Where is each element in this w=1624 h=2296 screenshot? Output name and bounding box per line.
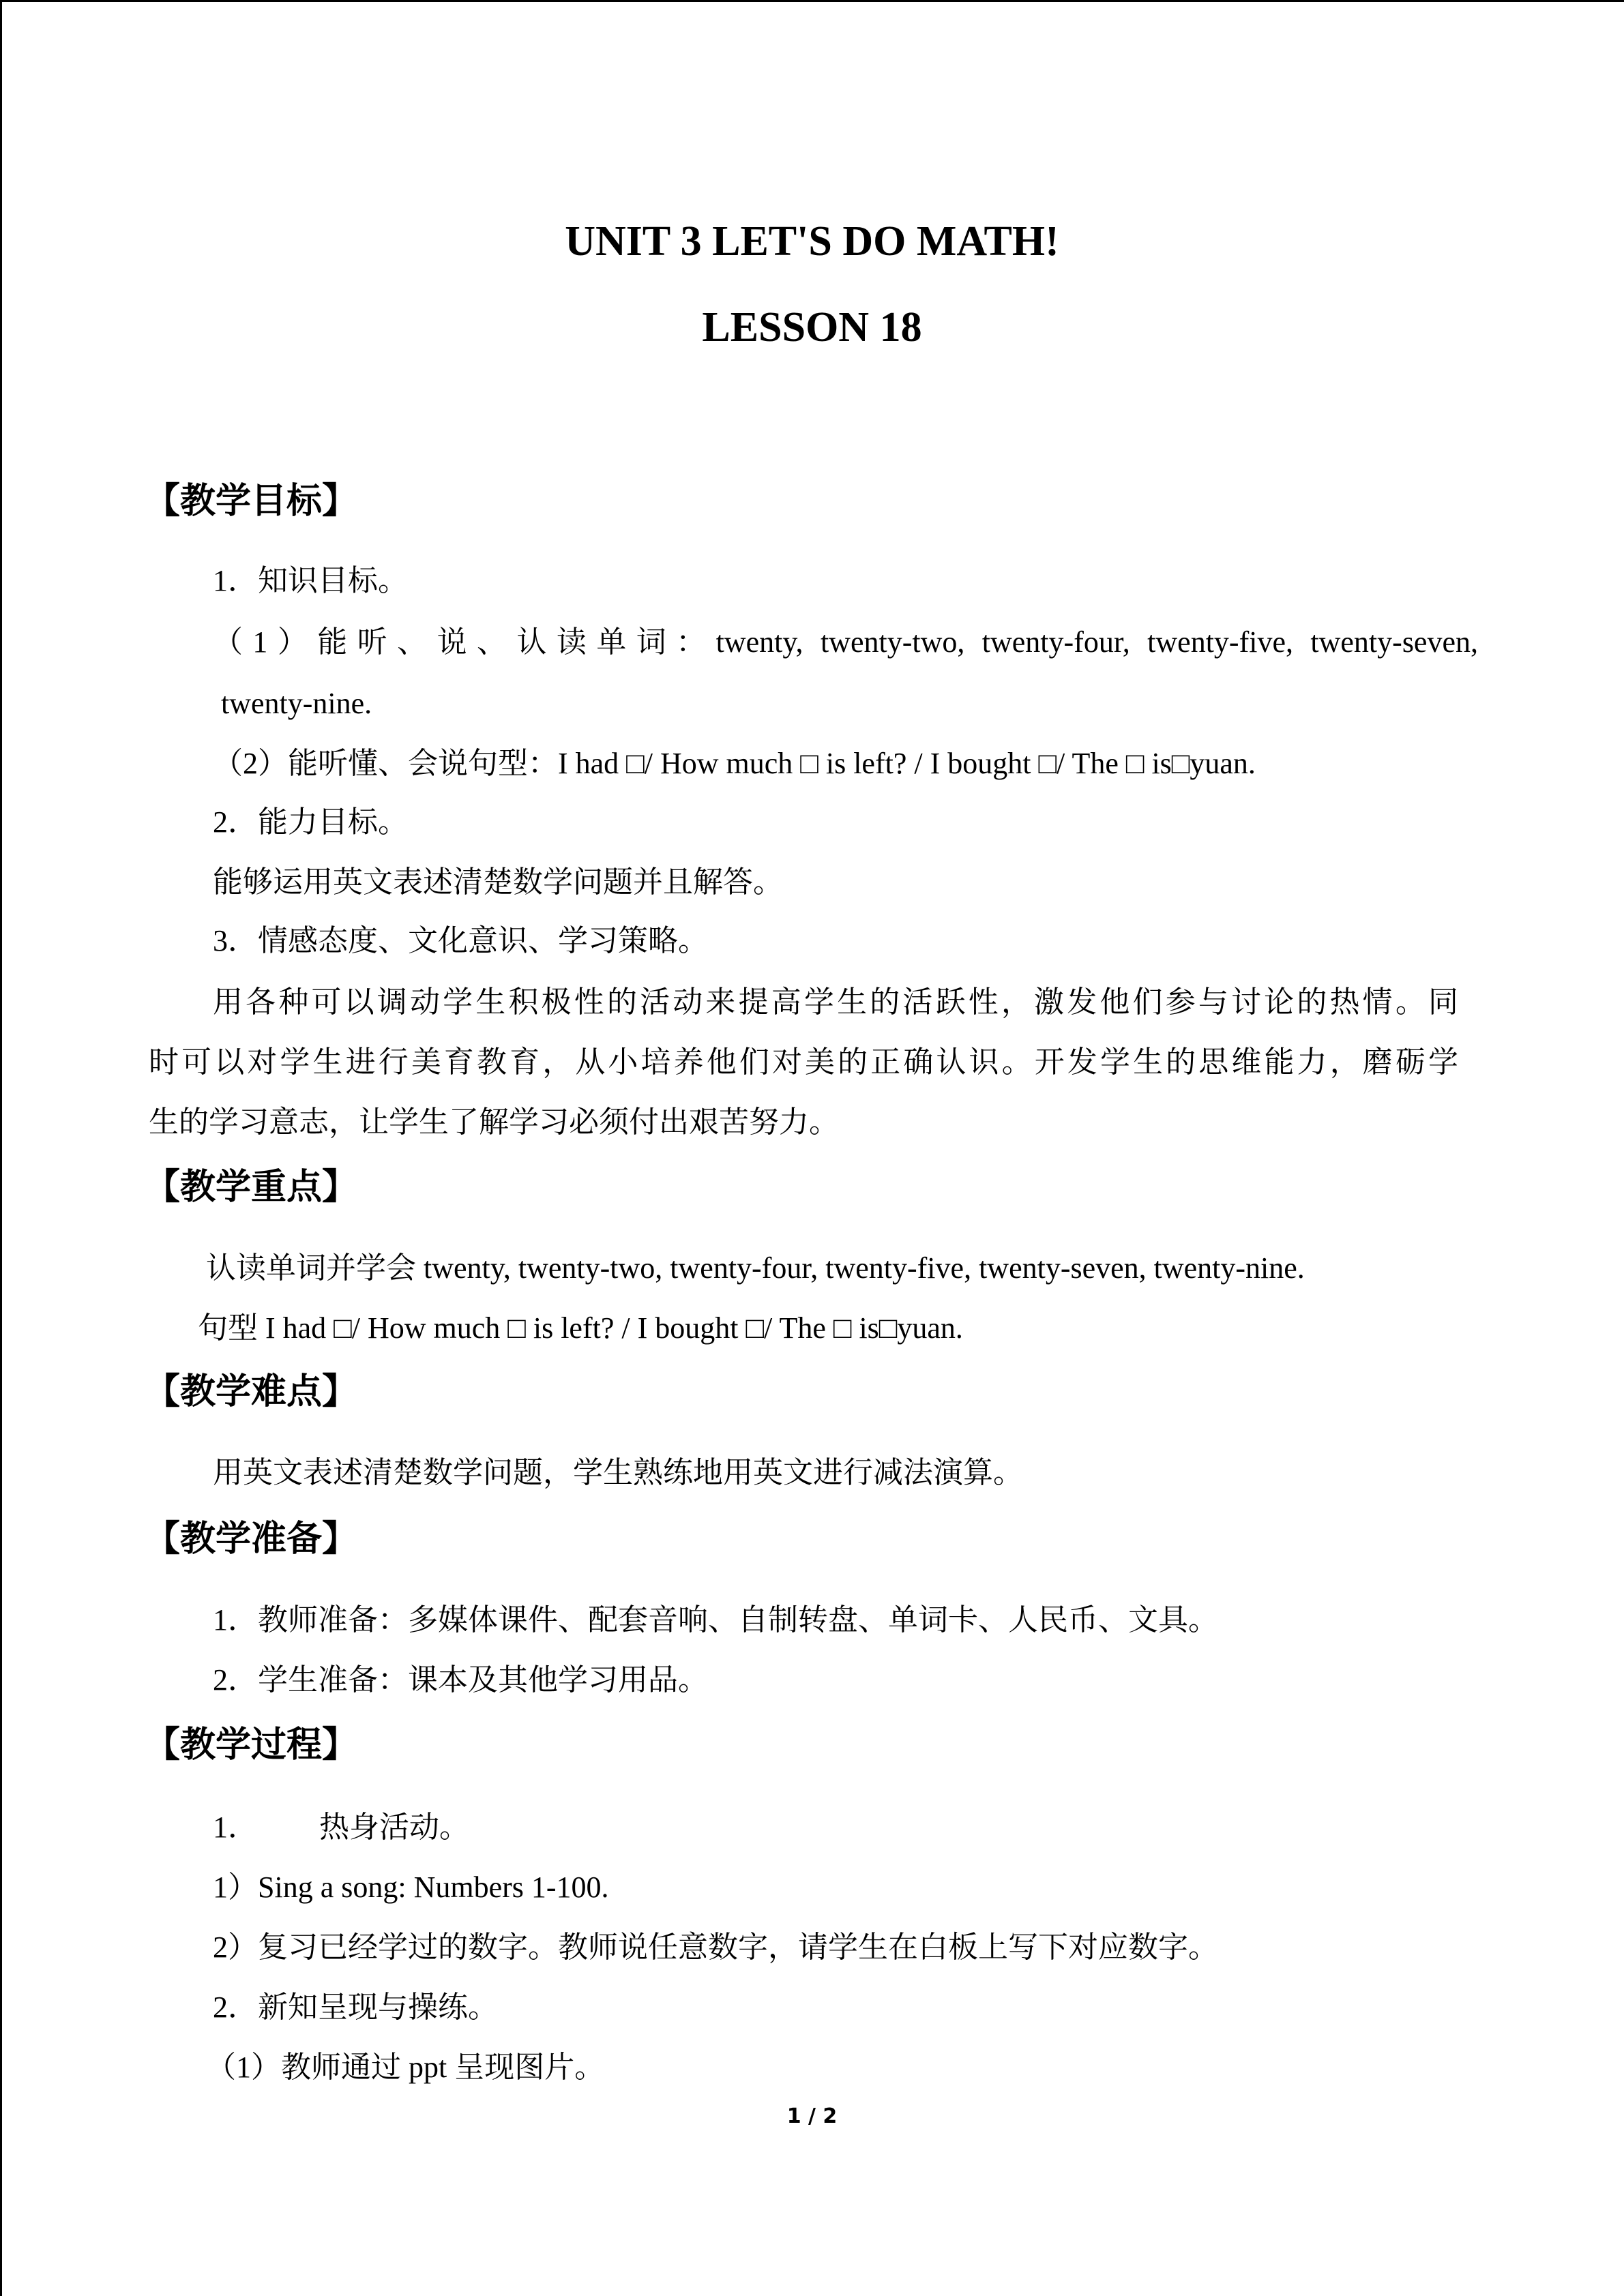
document-title: UNIT 3 LET'S DO MATH! [565,218,1059,265]
lesson-title: LESSON 18 [702,304,922,351]
heading-difficulties: 【教学难点】 [145,1371,358,1412]
preparation-teacher: 1．教师准备：多媒体课件、配套音响、自制转盘、单词卡、人民币、文具。 [213,1603,1218,1637]
objective-knowledge: 1．知识目标。 [213,564,408,597]
objective-knowledge-words: （1）能听、说、认读单词：twenty, twenty-two, twenty-four, twenty-five, twenty-seven, [213,625,1478,659]
process-step1-song: 1）Sing a song: Numbers 1-100. [213,1870,609,1904]
objective-knowledge-words-cont: twenty-nine. [221,687,372,720]
process-step2-title: 2．新知呈现与操练。 [213,1991,498,2024]
process-step1-number: 1． [213,1810,258,1844]
difficulties-text: 用英文表述清楚数学问题，学生熟练地用英文进行减法演算。 [213,1456,1023,1489]
process-step1-review: 2）复习已经学过的数字。教师说任意数字，请学生在白板上写下对应数字。 [213,1930,1218,1964]
process-step1-title: 热身活动。 [319,1810,469,1844]
preparation-student: 2．学生准备：课本及其他学习用品。 [213,1663,708,1697]
heading-objectives: 【教学目标】 [145,481,358,522]
objective-attitude: 3．情感态度、文化意识、学习策略。 [213,924,708,957]
process-step2-ppt: （1）教师通过 ppt 呈现图片。 [206,2051,605,2084]
heading-process: 【教学过程】 [145,1725,358,1765]
objective-knowledge-sentences: （2）能听懂、会说句型：I had □/ How much □ is left? / I bought □/ The □ is□yuan. [213,747,1256,780]
objective-ability: 2．能力目标。 [213,805,408,839]
heading-key-points: 【教学重点】 [145,1167,358,1208]
objective-attitude-para-line2: 时可以对学生进行美育教育，从小培养他们对美的正确认识。开发学生的思维能力，磨砺学 [149,1045,1458,1079]
page-number: 1 / 2 [786,2104,838,2128]
key-points-sentences: 句型 I had □/ How much □ is left? / I bought □/ The □ is□yuan. [198,1311,963,1345]
page-top-border [0,0,1624,2]
objective-attitude-para-line3: 生的学习意志，让学生了解学习必须付出艰苦努力。 [149,1105,839,1139]
heading-preparation: 【教学准备】 [145,1519,358,1560]
objective-ability-text: 能够运用英文表述清楚数学问题并且解答。 [213,865,783,899]
key-points-words: 认读单词并学会 twenty, twenty-two, twenty-four, twenty-five, twenty-seven, twenty-nine. [206,1251,1305,1285]
objective-attitude-para-line1: 用各种可以调动学生积极性的活动来提高学生的活跃性，激发他们参与讨论的热情。同 [213,985,1458,1019]
